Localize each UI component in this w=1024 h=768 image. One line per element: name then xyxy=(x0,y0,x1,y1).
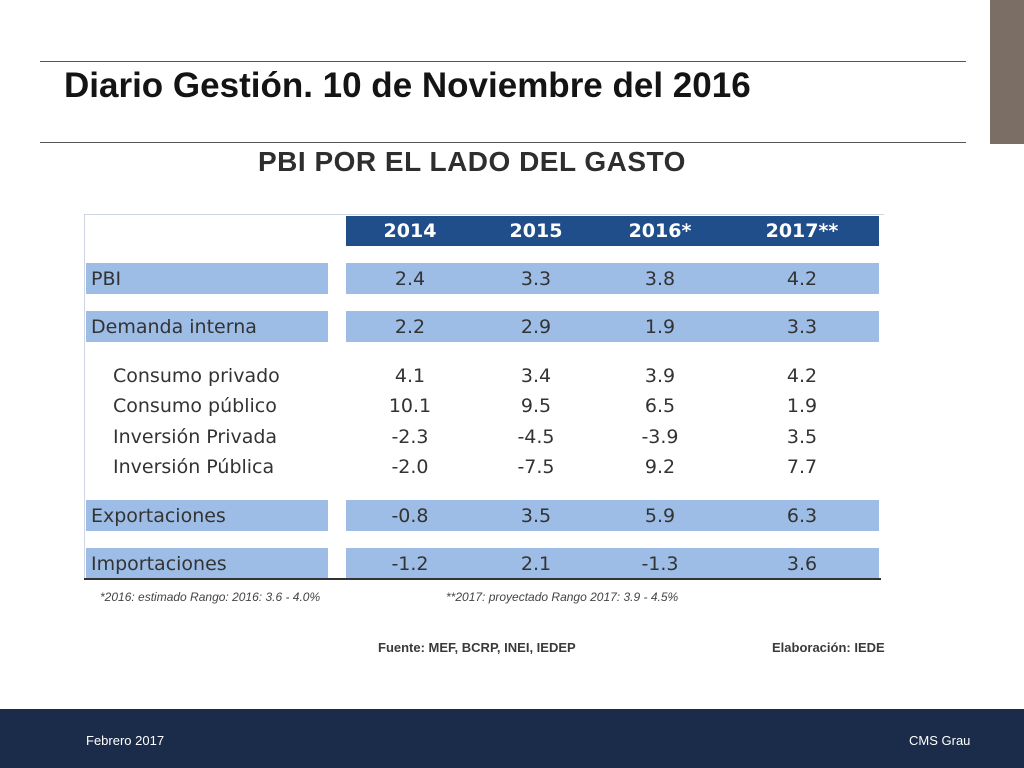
row-label-consumo-privado: Consumo privado xyxy=(113,365,280,387)
cell-consumo-publico-2016: 6.5 xyxy=(644,395,676,417)
slide-title: Diario Gestión. 10 de Noviembre del 2016 xyxy=(64,66,751,105)
side-accent-bar xyxy=(990,0,1024,144)
cell-importaciones-2017: 3.6 xyxy=(786,553,818,575)
row-label-importaciones: Importaciones xyxy=(91,553,227,575)
row-label-consumo-publico: Consumo público xyxy=(113,395,277,417)
cell-inversion-publica-2015: -7.5 xyxy=(517,456,555,478)
cell-inversion-privada-2014: -2.3 xyxy=(391,426,429,448)
cell-importaciones-2014: -1.2 xyxy=(391,553,429,575)
cell-demanda-2016: 1.9 xyxy=(644,316,676,338)
year-header-2014: 2014 xyxy=(383,220,437,242)
table-title: PBI POR EL LADO DEL GASTO xyxy=(258,146,686,177)
year-header-2015: 2015 xyxy=(509,220,563,242)
cell-consumo-privado-2017: 4.2 xyxy=(786,365,818,387)
cell-demanda-2014: 2.2 xyxy=(394,316,426,338)
cell-inversion-privada-2015: -4.5 xyxy=(517,426,555,448)
footer-brand: CMS Grau xyxy=(909,733,971,748)
source-note: Fuente: MEF, BCRP, INEI, IEDEP xyxy=(378,640,576,655)
cell-exportaciones-2016: 5.9 xyxy=(644,505,676,527)
row-label-pbi: PBI xyxy=(91,268,122,290)
cell-demanda-2017: 3.3 xyxy=(786,316,818,338)
cell-importaciones-2015: 2.1 xyxy=(520,553,552,575)
year-header-2016: 2016* xyxy=(628,220,692,242)
cell-pbi-2017: 4.2 xyxy=(786,268,818,290)
year-header-2017: 2017** xyxy=(765,220,839,242)
footer-date: Febrero 2017 xyxy=(86,733,165,748)
row-label-demanda-interna: Demanda interna xyxy=(91,316,257,338)
cell-consumo-publico-2017: 1.9 xyxy=(786,395,818,417)
row-label-inversion-publica: Inversión Pública xyxy=(113,456,275,478)
cell-consumo-publico-2015: 9.5 xyxy=(520,395,552,417)
cell-exportaciones-2014: -0.8 xyxy=(391,505,429,527)
cell-inversion-publica-2016: 9.2 xyxy=(644,456,676,478)
cell-consumo-privado-2016: 3.9 xyxy=(644,365,676,387)
estimate-note: *2016: estimado Rango: 2016: 3.6 - 4.0% xyxy=(100,590,321,604)
cell-consumo-privado-2014: 4.1 xyxy=(394,365,426,387)
cell-demanda-2015: 2.9 xyxy=(520,316,552,338)
cell-inversion-privada-2017: 3.5 xyxy=(786,426,818,448)
title-bottom-rule xyxy=(40,142,966,143)
projection-note: **2017: proyectado Rango 2017: 3.9 - 4.5% xyxy=(446,590,679,604)
cell-pbi-2015: 3.3 xyxy=(520,268,552,290)
table-bottom-rule xyxy=(84,578,881,580)
cell-exportaciones-2015: 3.5 xyxy=(520,505,552,527)
cell-inversion-publica-2017: 7.7 xyxy=(786,456,818,478)
elaboration-note: Elaboración: IEDE xyxy=(772,640,885,655)
cell-inversion-publica-2014: -2.0 xyxy=(391,456,429,478)
cell-inversion-privada-2016: -3.9 xyxy=(641,426,679,448)
cell-exportaciones-2017: 6.3 xyxy=(786,505,818,527)
title-top-rule xyxy=(40,61,966,62)
cell-consumo-privado-2015: 3.4 xyxy=(520,365,552,387)
cell-importaciones-2016: -1.3 xyxy=(641,553,679,575)
row-label-exportaciones: Exportaciones xyxy=(91,505,226,527)
cell-consumo-publico-2014: 10.1 xyxy=(388,395,432,417)
cell-pbi-2014: 2.4 xyxy=(394,268,426,290)
cell-pbi-2016: 3.8 xyxy=(644,268,676,290)
row-label-inversion-privada: Inversión Privada xyxy=(113,426,278,448)
row-band-pbi-label xyxy=(86,263,328,294)
